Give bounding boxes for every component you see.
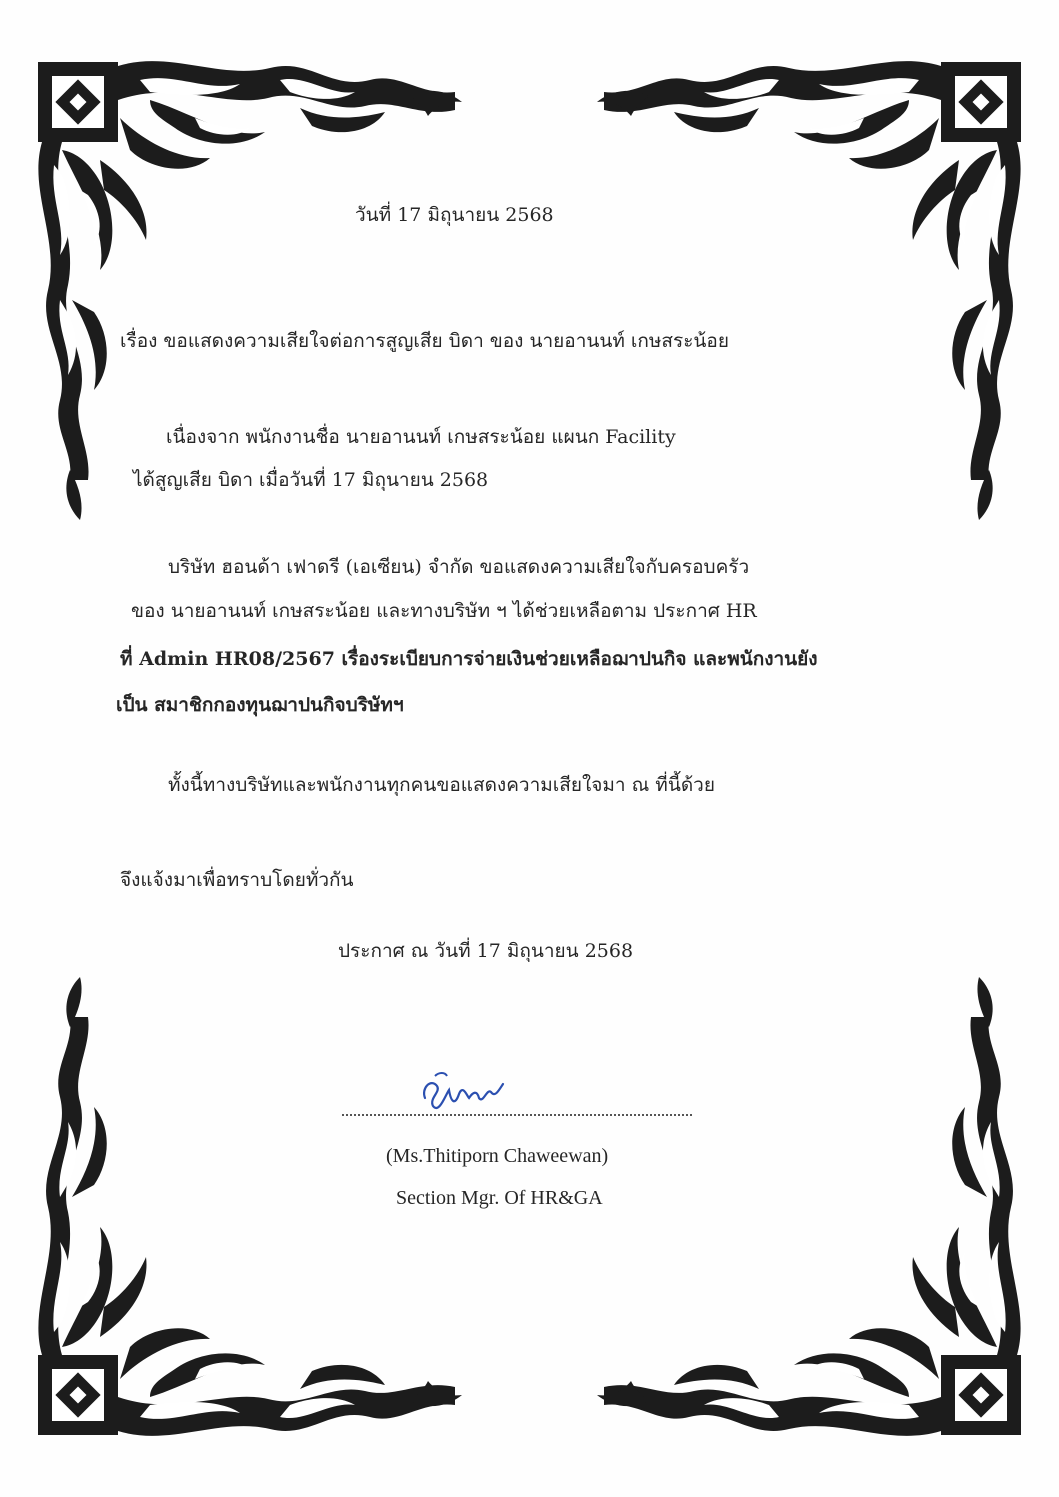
signer-name: (Ms.Thitiporn Chaweewan) [386,1145,609,1167]
corner-ornament-top-right [597,61,1021,520]
notice-line: จึงแจ้งมาเพื่อทราบโดยทั่วกัน [120,869,354,891]
handwritten-signature [415,1068,515,1116]
signer-title: Section Mgr. Of HR&GA [396,1187,603,1209]
para2-line3: ที่ Admin HR08/2567 เรื่องระเบียบการจ่ายเงินช่วยเหลือฌาปนกิจ และพนักงานยัง [120,648,818,670]
signature-line [342,1112,692,1116]
para1-line1: เนื่องจาก พนักงานชื่อ นายอานนท์ เกษสระน้อย แผนก Facility [166,426,676,448]
announce-date-line: ประกาศ ณ วันที่ 17 มิถุนายน 2568 [338,940,634,962]
subject-line: เรื่อง ขอแสดงความเสียใจต่อการสูญเสีย บิดา ของ นายอานนท์ เกษสระน้อย [120,330,729,352]
para2-line1: บริษัท ฮอนด้า เฟาดรี (เอเซียน) จำกัด ขอแสดงความเสียใจกับครอบครัว [168,556,750,578]
corner-ornament-bottom-right [597,977,1021,1436]
para3-line: ทั้งนี้ทางบริษัทและพนักงานทุกคนขอแสดงความเสียใจมา ณ ที่นี้ด้วย [168,774,715,796]
corner-ornament-top-left [38,61,462,520]
para2-line2: ของ นายอานนท์ เกษสระน้อย และทางบริษัท ฯ ได้ช่วยเหลือตาม ประกาศ HR [131,600,757,622]
date-line: วันที่ 17 มิถุนายน 2568 [355,204,554,226]
para1-line2: ได้สูญเสีย บิดา เมื่อวันที่ 17 มิถุนายน 2568 [133,469,489,491]
para2-line4: เป็น สมาชิกกองทุนฌาปนกิจบริษัทฯ [116,694,404,716]
